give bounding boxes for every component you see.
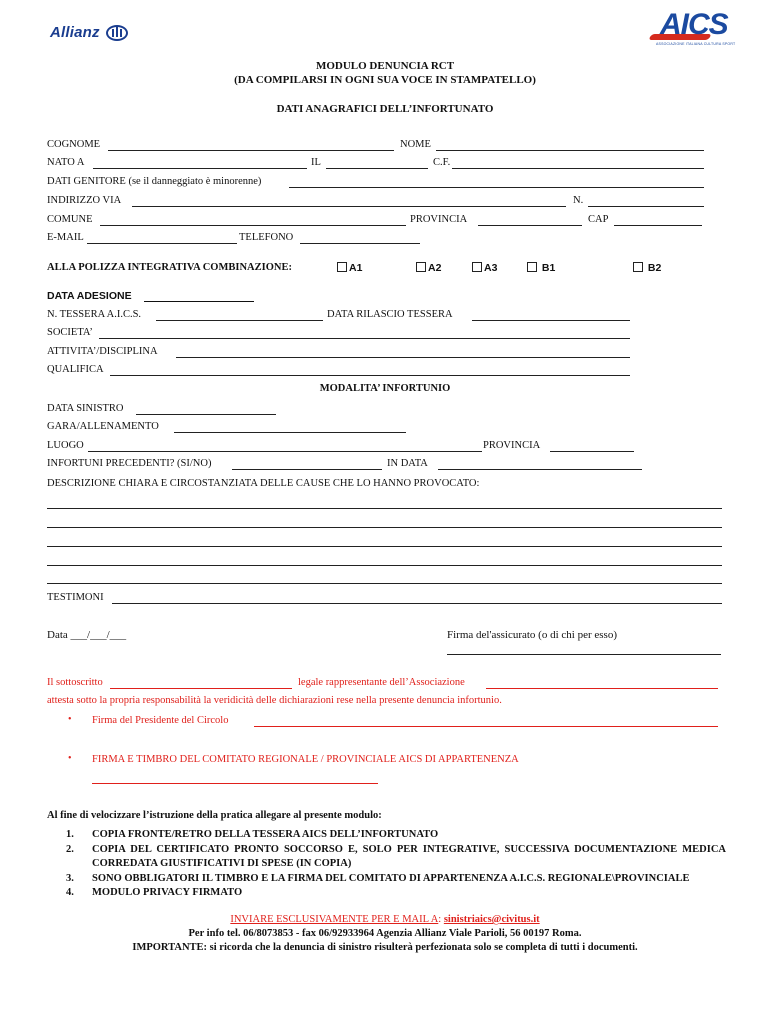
qualifica-field[interactable]	[110, 375, 630, 376]
telefono-label: TELEFONO	[239, 232, 294, 243]
societa-label: SOCIETA’	[47, 327, 93, 338]
aics-logo-subtitle: ASSOCIAZIONE ITALIANA CULTURA SPORT	[656, 42, 736, 46]
indirizzo-field[interactable]	[132, 206, 566, 207]
firma-presidente-field[interactable]	[254, 726, 718, 727]
firma-comitato-label: FIRMA E TIMBRO DEL COMITATO REGIONALE / PROVINCIALE AICS DI APPARTENENZA	[92, 754, 519, 765]
option-b1-label: B1	[541, 262, 556, 274]
checkbox-a2[interactable]	[416, 262, 426, 272]
list-item-text: COPIA FRONTE/RETRO DELLA TESSERA AICS DELL’INFORTUNATO	[92, 829, 439, 840]
descrizione-line-4[interactable]	[47, 565, 722, 566]
form-subtitle: (DA COMPILARSI IN OGNI SUA VOCE IN STAMPATELLO)	[234, 74, 536, 86]
list-item-text: MODULO PRIVACY FIRMATO	[92, 887, 243, 898]
firma-assicurato-field[interactable]	[447, 654, 721, 655]
firma-comitato-field[interactable]	[92, 783, 378, 784]
data-sinistro-field[interactable]	[136, 414, 276, 415]
checkbox-a3[interactable]	[472, 262, 482, 272]
allianz-mark-icon	[106, 25, 128, 41]
list-item	[66, 872, 726, 887]
descrizione-line-5[interactable]	[47, 583, 722, 584]
polizza-label: ALLA POLIZZA INTEGRATIVA COMBINAZIONE:	[47, 262, 292, 273]
aics-logo-text: AICS	[660, 8, 728, 41]
sottoscritto-field[interactable]	[110, 688, 292, 689]
numero-civico-field[interactable]	[588, 206, 704, 207]
cap-label: CAP	[588, 214, 609, 225]
allianz-logo	[50, 24, 128, 41]
allegati-list	[66, 828, 726, 901]
allegati-intro: Al fine di velocizzare l’istruzione della pratica allegare al presente modulo:	[47, 810, 382, 821]
email-field[interactable]	[87, 243, 237, 244]
associazione-field[interactable]	[486, 688, 718, 689]
in-data-field[interactable]	[438, 469, 642, 470]
indirizzo-label: INDIRIZZO VIA	[47, 195, 122, 206]
cap-field[interactable]	[614, 225, 702, 226]
form-title: MODULO DENUNCIA RCT	[315, 60, 455, 72]
allianz-logo-text: Allianz	[50, 24, 100, 41]
data-nascita-field[interactable]	[326, 168, 428, 169]
list-item-number: 2.	[66, 843, 74, 855]
attivita-label: ATTIVITA’/DISCIPLINA	[47, 346, 158, 357]
aics-logo	[650, 10, 740, 46]
inviare-label: INVIARE ESCLUSIVAMENTE PER E MAIL A	[230, 914, 439, 925]
nato-a-label: NATO A	[47, 157, 85, 168]
testimoni-label: TESTIMONI	[47, 592, 104, 603]
luogo-field[interactable]	[88, 451, 482, 452]
numero-civico-label: N.	[573, 195, 584, 206]
bullet-icon: •	[68, 753, 72, 764]
cognome-field[interactable]	[108, 150, 394, 151]
option-b1[interactable]	[527, 262, 555, 274]
descrizione-line-3[interactable]	[47, 546, 722, 547]
cf-field[interactable]	[452, 168, 704, 169]
checkbox-a1[interactable]	[337, 262, 347, 272]
descrizione-label: DESCRIZIONE CHIARA E CIRCOSTANZIATA DELLE CAUSE CHE LO HANNO PROVOCATO:	[47, 478, 480, 489]
provincia-field[interactable]	[478, 225, 582, 226]
list-item-number: 1.	[66, 829, 74, 840]
tessera-label: N. TESSERA A.I.C.S.	[47, 309, 142, 320]
il-label: IL	[311, 157, 321, 168]
option-a3[interactable]	[472, 262, 497, 274]
nome-field[interactable]	[436, 150, 704, 151]
sottoscritto-label: Il sottoscritto	[47, 677, 103, 688]
legale-label: legale rappresentante dell’Associazione	[298, 677, 465, 688]
descrizione-line-1[interactable]	[47, 508, 722, 509]
bullet-icon: •	[68, 714, 72, 725]
section-anagrafica-title: DATI ANAGRAFICI DELL’INFORTUNATO	[276, 103, 494, 115]
checkbox-b2[interactable]	[633, 262, 643, 272]
list-item-text: SONO OBBLIGATORI IL TIMBRO E LA FIRMA DEL COMITATO DI APPARTENENZA A.I.C.S. REGIONALE\PROVINCIALE	[92, 872, 690, 884]
attivita-field[interactable]	[176, 357, 630, 358]
provincia-label: PROVINCIA	[410, 214, 468, 225]
qualifica-label: QUALIFICA	[47, 364, 104, 375]
luogo-label: LUOGO	[47, 440, 84, 451]
data-adesione-field[interactable]	[144, 301, 254, 302]
nome-label: NOME	[400, 139, 431, 150]
gara-field[interactable]	[174, 432, 406, 433]
data-firma-label: Data ___/___/___	[47, 629, 127, 641]
tessera-field[interactable]	[156, 320, 323, 321]
luogo-provincia-label: PROVINCIA	[483, 440, 541, 451]
societa-field[interactable]	[99, 338, 630, 339]
importante-line: IMPORTANTE: si ricorda che la denuncia di sinistro risulterà perfezionata solo se completa di tutti i documenti.	[132, 942, 638, 953]
data-adesione-label: DATA ADESIONE	[47, 290, 132, 302]
testimoni-field[interactable]	[112, 603, 722, 604]
firma-presidente-label: Firma del Presidente del Circolo	[92, 715, 229, 726]
gara-label: GARA/ALLENAMENTO	[47, 421, 159, 432]
comune-field[interactable]	[100, 225, 406, 226]
list-item	[66, 828, 726, 843]
section-infortunio-title: MODALITA’ INFORTUNIO	[319, 383, 451, 394]
in-data-label: IN DATA	[387, 458, 428, 469]
info-line: Per info tel. 06/8073853 - fax 06/92933964 Agenzia Allianz Viale Parioli, 56 00197 Roma.	[188, 928, 582, 939]
cf-label: C.F.	[433, 157, 451, 168]
list-item-text: COPIA DEL CERTIFICATO PRONTO SOCCORSO E, SOLO PER INTEGRATIVE, SUCCESSIVA DOCUMENTAZIONE MEDICA CORREDATA GIUSTIFICATIVI DI SPESE (IN COPIA)	[92, 843, 726, 869]
data-sinistro-label: DATA SINISTRO	[47, 403, 124, 414]
option-a3-label: A3	[484, 262, 498, 274]
option-a1-label: A1	[349, 262, 363, 274]
descrizione-line-2[interactable]	[47, 527, 722, 528]
precedenti-label: INFORTUNI PRECEDENTI? (SI/NO)	[47, 458, 212, 469]
option-a1[interactable]	[337, 262, 362, 274]
attesta-text: attesta sotto la propria responsabilità la veridicità delle dichiarazioni rese nella presente denuncia infortunio.	[47, 695, 502, 706]
option-b2[interactable]	[633, 262, 661, 274]
option-a2-label: A2	[428, 262, 442, 274]
list-item-number: 4.	[66, 887, 74, 898]
rilascio-field[interactable]	[472, 320, 630, 321]
checkbox-b1[interactable]	[527, 262, 537, 272]
genitore-field[interactable]	[289, 187, 704, 188]
genitore-label: DATI GENITORE (se il danneggiato è minorenne)	[47, 176, 262, 187]
comune-label: COMUNE	[47, 214, 93, 225]
telefono-field[interactable]	[300, 243, 420, 244]
luogo-provincia-field[interactable]	[550, 451, 634, 452]
inviare-line: INVIARE ESCLUSIVAMENTE PER E MAIL A: sinistriaics@civitus.it	[230, 914, 540, 925]
precedenti-field[interactable]	[232, 469, 382, 470]
nato-a-field[interactable]	[93, 168, 307, 169]
contact-email-link[interactable]: sinistriaics@civitus.it	[443, 914, 540, 925]
rilascio-label: DATA RILASCIO TESSERA	[327, 309, 453, 320]
list-item	[66, 843, 726, 872]
list-item	[66, 886, 726, 901]
cognome-label: COGNOME	[47, 139, 101, 150]
option-a2[interactable]	[416, 262, 441, 274]
firma-assicurato-label: Firma del'assicurato (o di chi per esso)	[447, 629, 617, 641]
option-b2-label: B2	[647, 262, 662, 274]
email-label: E-MAIL	[47, 232, 84, 243]
list-item-number: 3.	[66, 872, 74, 884]
